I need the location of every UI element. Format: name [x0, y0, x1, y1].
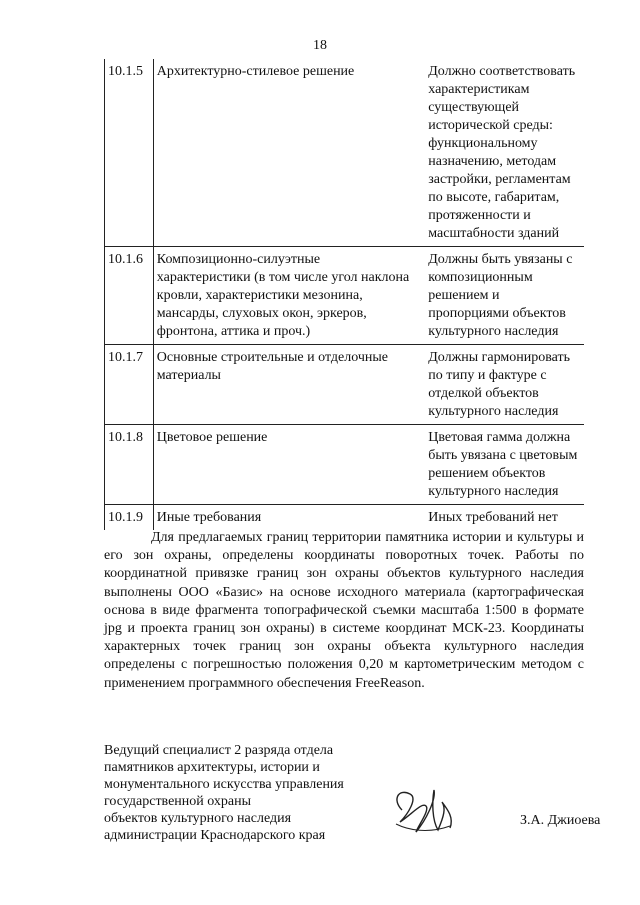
- requirement-name: Композиционно-силуэтные характеристики (в том числе угол наклона кровли, характеристики мезонина, мансарды, слуховых окон, эркеров, фронтона, аттика и проч.): [156, 252, 410, 339]
- position-line-1: Ведущий специалист 2 разряда отдела: [104, 743, 334, 758]
- handwritten-signature: [388, 780, 468, 845]
- signer-name: З.А. Джиоева: [520, 813, 601, 828]
- requirement-value: Должны быть увязаны с композиционным решением и пропорциями объектов культурного наследия: [428, 252, 573, 339]
- table-row: [105, 345, 585, 425]
- row-number: 10.1.8: [105, 425, 154, 505]
- row-number: 10.1.7: [105, 345, 154, 425]
- coordinates-paragraph: Для предлагаемых границ территории памятника истории и культуры и его зон охраны, определены координаты поворотных точек. Работы по координатной привязке границ зон охраны объектов культурного наследия выполнены ООО «Базис» на основе исходного материала (картографическая основа в виде фрагмента топографической съемки масштаба 1:500 в формате jpg и проекта границ зон охраны) в системе координат МСК-23. Координаты характерных точек границ зон охраны объекта культурного наследия определены с погрешностью положения 0,20 м картометрическим методом с применением программного обеспечения FreeReason.: [104, 530, 584, 691]
- position-line-2: памятников архитектуры, истории и: [104, 760, 320, 775]
- position-line-6: администрации Краснодарского края: [104, 828, 326, 843]
- position-line-5: объектов культурного наследия: [104, 811, 292, 826]
- table-row: [105, 505, 585, 531]
- page-number: 18: [313, 38, 327, 53]
- table-row: [105, 59, 585, 247]
- requirement-name: Цветовое решение: [156, 430, 268, 445]
- requirement-value: Должны гармонировать по типу и фактуре с отделкой объектов культурного наследия: [428, 350, 571, 419]
- requirement-value: Цветовая гамма должна быть увязана с цветовым решением объектов культурного наследия: [428, 430, 578, 499]
- requirement-value: Должно соответствовать характеристикам существующей исторической среды: функциональному назначению, методам застройки, регламентам по высоте, габаритам, протяженности и масштабности зданий: [428, 64, 576, 241]
- position-line-3: монументального искусства управления: [104, 777, 344, 792]
- row-number: 10.1.6: [105, 247, 154, 345]
- row-number: 10.1.5: [105, 59, 154, 247]
- requirement-value: Иных требований нет: [428, 510, 558, 525]
- signature-block: [104, 742, 374, 844]
- position-line-4: государственной охраны: [104, 794, 252, 809]
- table-row: [105, 247, 585, 345]
- table-row: [105, 425, 585, 505]
- requirement-name: Основные строительные и отделочные материалы: [156, 350, 389, 383]
- requirement-name: Иные требования: [156, 510, 262, 525]
- requirements-table: [104, 59, 584, 530]
- requirement-name: Архитектурно-стилевое решение: [156, 64, 355, 79]
- row-number: 10.1.9: [105, 505, 154, 531]
